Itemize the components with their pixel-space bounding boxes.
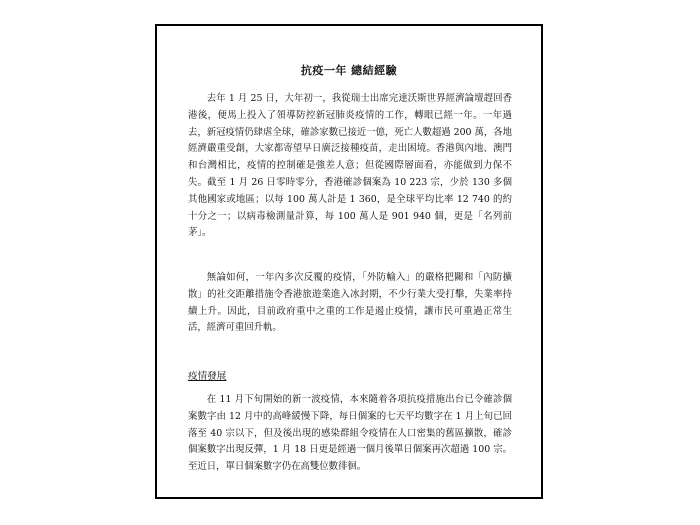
page-title: 抗疫一年 總結經驗 (300, 64, 398, 77)
paragraph-2: 無論如何，一年內多次反覆的疫情，「外防輸入」的嚴格把關和「內防擴散」的社交距離措施令香港旅遊業進入冰封期，不少行業大受打擊，失業率持續上升。因此，目前政府重中之重的工作是遏止疫情，讓市民可重過正常生活，經濟可重回升軌。 (188, 272, 512, 334)
section-heading: 疫情發展 (188, 371, 227, 382)
paragraph-1: 去年 1 月 25 日，大年初一，我從瑞士出席完達沃斯世界經濟論壇趕回香港後，便馬上投入了領導防控新冠肺炎疫情的工作，轉眼已經一年。一年過去，新冠疫情仍肆虐全球，確診家數已接近一億，死亡人數超過 200 萬，各地經濟嚴重受創，大家都寄望早日廣泛接種疫苗，走出困境。香港與內地、澳門和台灣相比，疫情的控制確是強差人意；但從國際層面看，亦能做到力保不失。截至 1 月 26 日零時零分，香港確診個案為 10 223 宗，少於 130 多個其他國家或地區；以每 100 萬人計是 1 360，是全球平均比率 12 740 的約十分之一；以病毒檢測量計算，每 100 萬人是 901 940 個，更是「名列前茅」。 (188, 93, 512, 239)
section-paragraph: 在 11 月下旬開始的新一波疫情，本來隨着各項抗疫措施出台已令確診個案數字由 12 月中的高峰緩慢下降，每日個案的七天平均數字在 1 月上旬已回落至 40 宗以下，但及後出現的感染群組令疫情在人口密集的舊區擴散，確診個案數字出現反彈，1 月 18 日更是經過一個月後單日個案再次超過 100 宗。至近日，單日個案數字仍在高雙位數徘徊。 (188, 394, 512, 473)
document-page (155, 24, 543, 499)
